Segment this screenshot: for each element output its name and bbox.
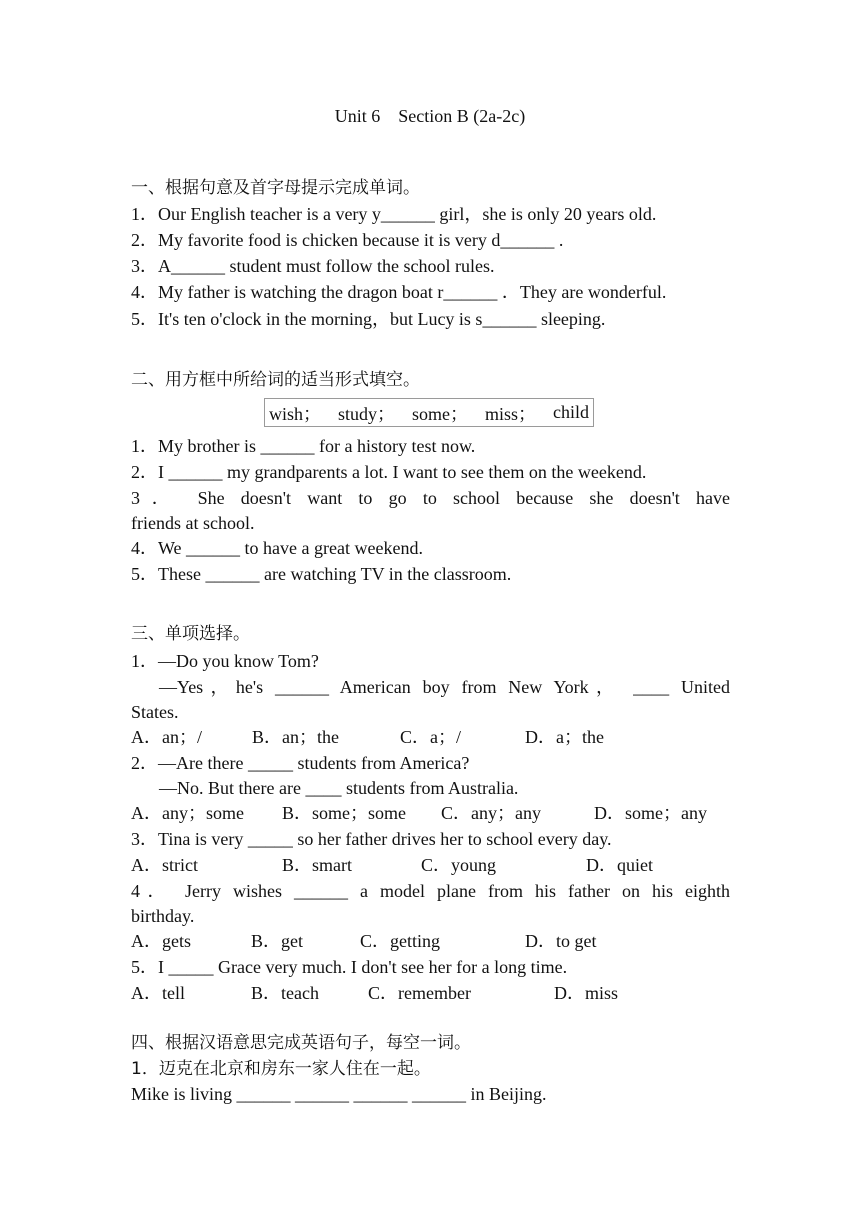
s2-question-3-cont: friends at school. [131, 513, 255, 533]
section-4-heading: 四、根据汉语意思完成英语句子，每空一词。 [131, 1033, 471, 1053]
s3-q5-options [131, 981, 730, 1005]
s2-question-2: 2．I ______ my grandparents a lot. I want to see them on the weekend. [131, 462, 647, 482]
option-d: D．some；any [594, 803, 707, 823]
word-box [264, 398, 594, 427]
section-2-heading: 二、用方框中所给词的适当形式填空。 [131, 370, 420, 390]
section-3-heading: 三、单项选择。 [131, 624, 250, 644]
page-title: Unit 6 Section B (2a-2c) [334, 106, 526, 126]
option-d: D．miss [554, 983, 619, 1003]
s3-q4-line-2: birthday. [131, 906, 195, 926]
option-d: D．a；the [525, 727, 604, 747]
section-1-heading: 一、根据句意及首字母提示完成单词。 [131, 178, 420, 198]
s2-question-4: 4．We ______ to have a great weekend. [131, 538, 423, 558]
word-box-item: some； [412, 403, 468, 424]
s3-q1-options [131, 725, 730, 749]
option-c: C．remember [368, 983, 471, 1003]
s3-q2-options [131, 801, 730, 825]
s3-q4-line-1: 4． Jerry wishes ______ a model plane from his father on his eighth [131, 881, 730, 901]
option-b: B．teach [251, 983, 319, 1003]
word-box-item: study； [338, 403, 396, 424]
option-c: C．any；any [441, 803, 541, 823]
s3-q2-line-1: 2．—Are there _____ students from America? [131, 753, 470, 773]
s1-question-3: 3．A______ student must follow the school rules. [131, 256, 495, 276]
s3-q1-line-2: —Yes，he's ______ American boy from New York， ____ United [159, 677, 730, 697]
s2-question-5: 5．These ______ are watching TV in the classroom. [131, 564, 512, 584]
option-d: D．to get [525, 931, 597, 951]
word-box-item: child [552, 402, 589, 422]
option-b: B．smart [282, 855, 352, 875]
option-a: A．any；some [131, 803, 244, 823]
s4-q1-chinese: 1．迈克在北京和房东一家人住在一起。 [131, 1059, 431, 1079]
s3-q5-line-1: 5．I _____ Grace very much. I don't see her for a long time. [131, 957, 568, 977]
s2-question-3: 3． She doesn't want to go to school because she doesn't have [131, 488, 730, 508]
option-b: B．get [251, 931, 303, 951]
option-d: D．quiet [586, 855, 653, 875]
s4-q1-english: Mike is living ______ ______ ______ ______ in Beijing. [131, 1084, 547, 1104]
option-a: A．tell [131, 983, 185, 1003]
s2-question-1: 1．My brother is ______ for a history test now. [131, 436, 476, 456]
s3-q3-line-1: 3．Tina is very _____ so her father drives her to school every day. [131, 829, 612, 849]
word-box-item: wish； [269, 403, 322, 424]
option-c: C．getting [360, 931, 440, 951]
s3-q1-line-3: States. [131, 702, 179, 722]
s1-question-2: 2．My favorite food is chicken because it is very d______ . [131, 230, 564, 250]
s1-question-5: 5．It's ten o'clock in the morning，but Lucy is s______ sleeping. [131, 309, 606, 329]
s3-q4-options [131, 929, 730, 953]
s3-q3-options [131, 853, 730, 877]
option-a: A．an；/ [131, 727, 202, 747]
option-c: C．young [421, 855, 497, 875]
s1-question-1: 1．Our English teacher is a very y______ girl，she is only 20 years old. [131, 204, 657, 224]
option-a: A．strict [131, 855, 198, 875]
s1-question-4: 4．My father is watching the dragon boat r______ ．They are wonderful. [131, 282, 667, 302]
option-c: C．a；/ [400, 727, 461, 747]
s3-q1-line-1: 1．—Do you know Tom? [131, 651, 319, 671]
word-box-item: miss； [484, 403, 536, 424]
option-b: B．an；the [252, 727, 339, 747]
option-a: A．gets [131, 931, 191, 951]
s3-q2-line-2: —No. But there are ____ students from Australia. [159, 778, 519, 798]
option-b: B．some；some [282, 803, 406, 823]
